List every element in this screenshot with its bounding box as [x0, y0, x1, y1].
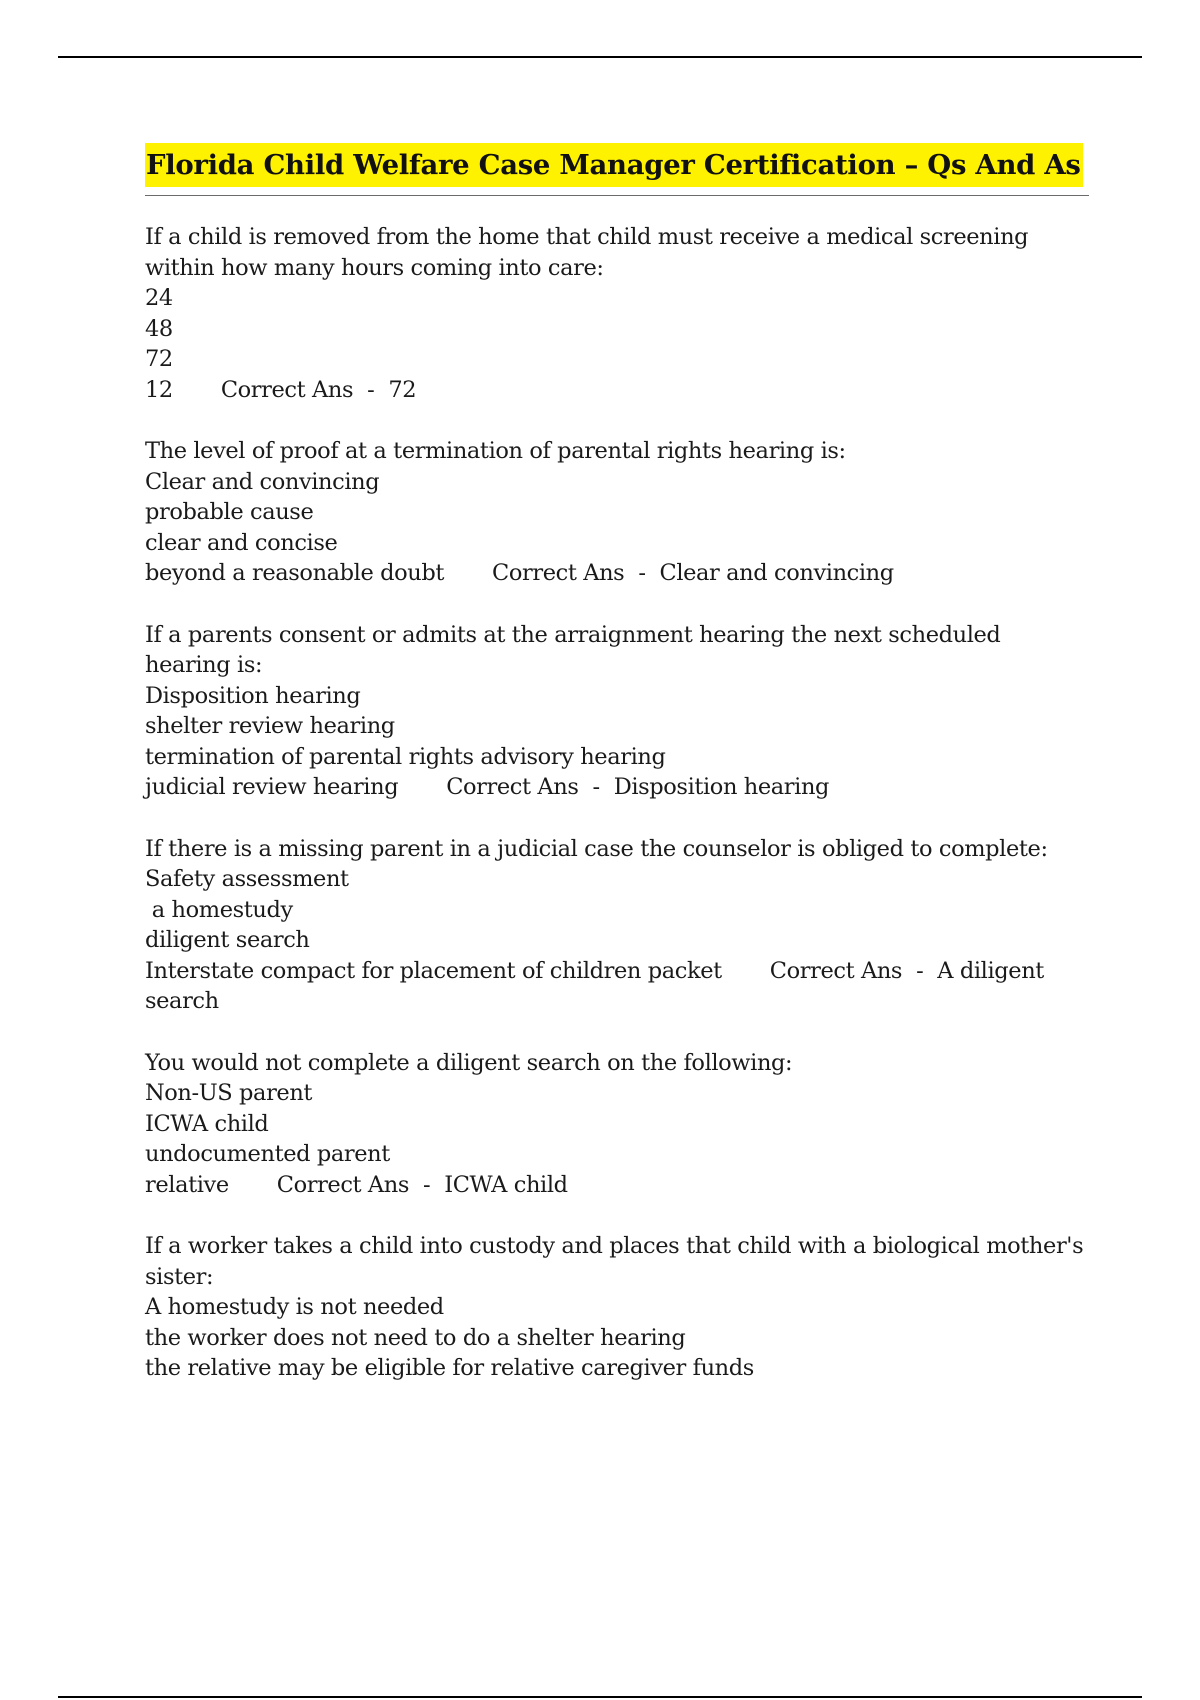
option: relative	[145, 1171, 229, 1198]
option: Clear and convincing	[145, 468, 380, 495]
question-text: The level of proof at a termination of parental rights hearing is:	[145, 438, 846, 464]
option-with-answer: beyond a reasonable doubt Correct Ans - Clear and convincing	[145, 560, 894, 586]
option: a homestudy	[145, 896, 293, 923]
question-text: If a child is removed from the home that child must receive a medical screening	[145, 224, 1029, 250]
correct-answer: 72	[388, 376, 417, 403]
correct-answer: Disposition hearing	[613, 774, 830, 800]
option: beyond a reasonable doubt	[145, 560, 445, 586]
question-text: hearing is:	[145, 652, 263, 678]
option: 48	[145, 315, 173, 342]
qa-item-4	[145, 834, 1105, 1017]
option: Disposition hearing	[145, 682, 361, 709]
page-bottom-rule	[58, 1696, 1142, 1698]
question-text: If there is a missing parent in a judicial case the counselor is obliged to complete:	[145, 835, 1048, 862]
option: ICWA child	[145, 1110, 269, 1137]
option: probable cause	[145, 499, 314, 525]
correct-answer: ICWA child	[444, 1171, 568, 1198]
option: the relative may be eligible for relative caregiver funds	[145, 1355, 754, 1381]
question-text: You would not complete a diligent search on the following:	[145, 1049, 793, 1076]
option: shelter review hearing	[145, 713, 395, 739]
answer-label: Correct Ans	[446, 774, 579, 800]
correct-answer-continued: search	[145, 988, 219, 1014]
option: Interstate compact for placement of children packet	[145, 957, 722, 984]
question-text: within how many hours coming into care:	[145, 254, 604, 281]
question-text: sister:	[145, 1263, 214, 1290]
answer-label: Correct Ans	[276, 1171, 410, 1198]
option-with-answer: relative Correct Ans - ICWA child	[145, 1171, 568, 1198]
option: A homestudy is not needed	[145, 1294, 444, 1320]
option: Safety assessment	[145, 866, 349, 892]
option-with-answer: Interstate compact for placement of children packet Correct Ans - A diligent	[145, 957, 1044, 984]
option: diligent search	[145, 927, 310, 953]
qa-item-1	[145, 222, 1105, 405]
option: Non-US parent	[145, 1080, 313, 1106]
option: undocumented parent	[145, 1141, 390, 1167]
question-text: If a worker takes a child into custody and places that child with a biological mother's	[145, 1233, 1084, 1259]
option-with-answer: judicial review hearing Correct Ans - Disposition hearing	[145, 774, 830, 800]
option: 72	[145, 346, 173, 372]
option: 24	[145, 285, 173, 311]
option: judicial review hearing	[145, 774, 399, 800]
answer-label: Correct Ans	[492, 560, 625, 586]
qa-item-6	[145, 1231, 1105, 1384]
option-with-answer: 12 Correct Ans - 72	[145, 376, 417, 403]
option: 12	[145, 376, 173, 403]
page-top-rule	[58, 56, 1142, 58]
qa-item-2	[145, 436, 1105, 589]
answer-label: Correct Ans	[769, 957, 903, 984]
correct-answer: Clear and convincing	[659, 560, 894, 586]
answer-label: Correct Ans	[220, 376, 354, 403]
document-title: Florida Child Welfare Case Manager Certification – Qs And As	[145, 143, 1083, 187]
option: the worker does not need to do a shelter hearing	[145, 1324, 686, 1351]
option: clear and concise	[145, 529, 338, 556]
option: termination of parental rights advisory hearing	[145, 743, 666, 770]
qa-item-5	[145, 1048, 1105, 1201]
question-text: If a parents consent or admits at the arraignment hearing the next scheduled	[145, 621, 1001, 648]
qa-item-3	[145, 620, 1105, 803]
qa-content	[145, 222, 1105, 1415]
correct-answer: A diligent	[937, 957, 1044, 984]
title-block	[145, 143, 1089, 196]
